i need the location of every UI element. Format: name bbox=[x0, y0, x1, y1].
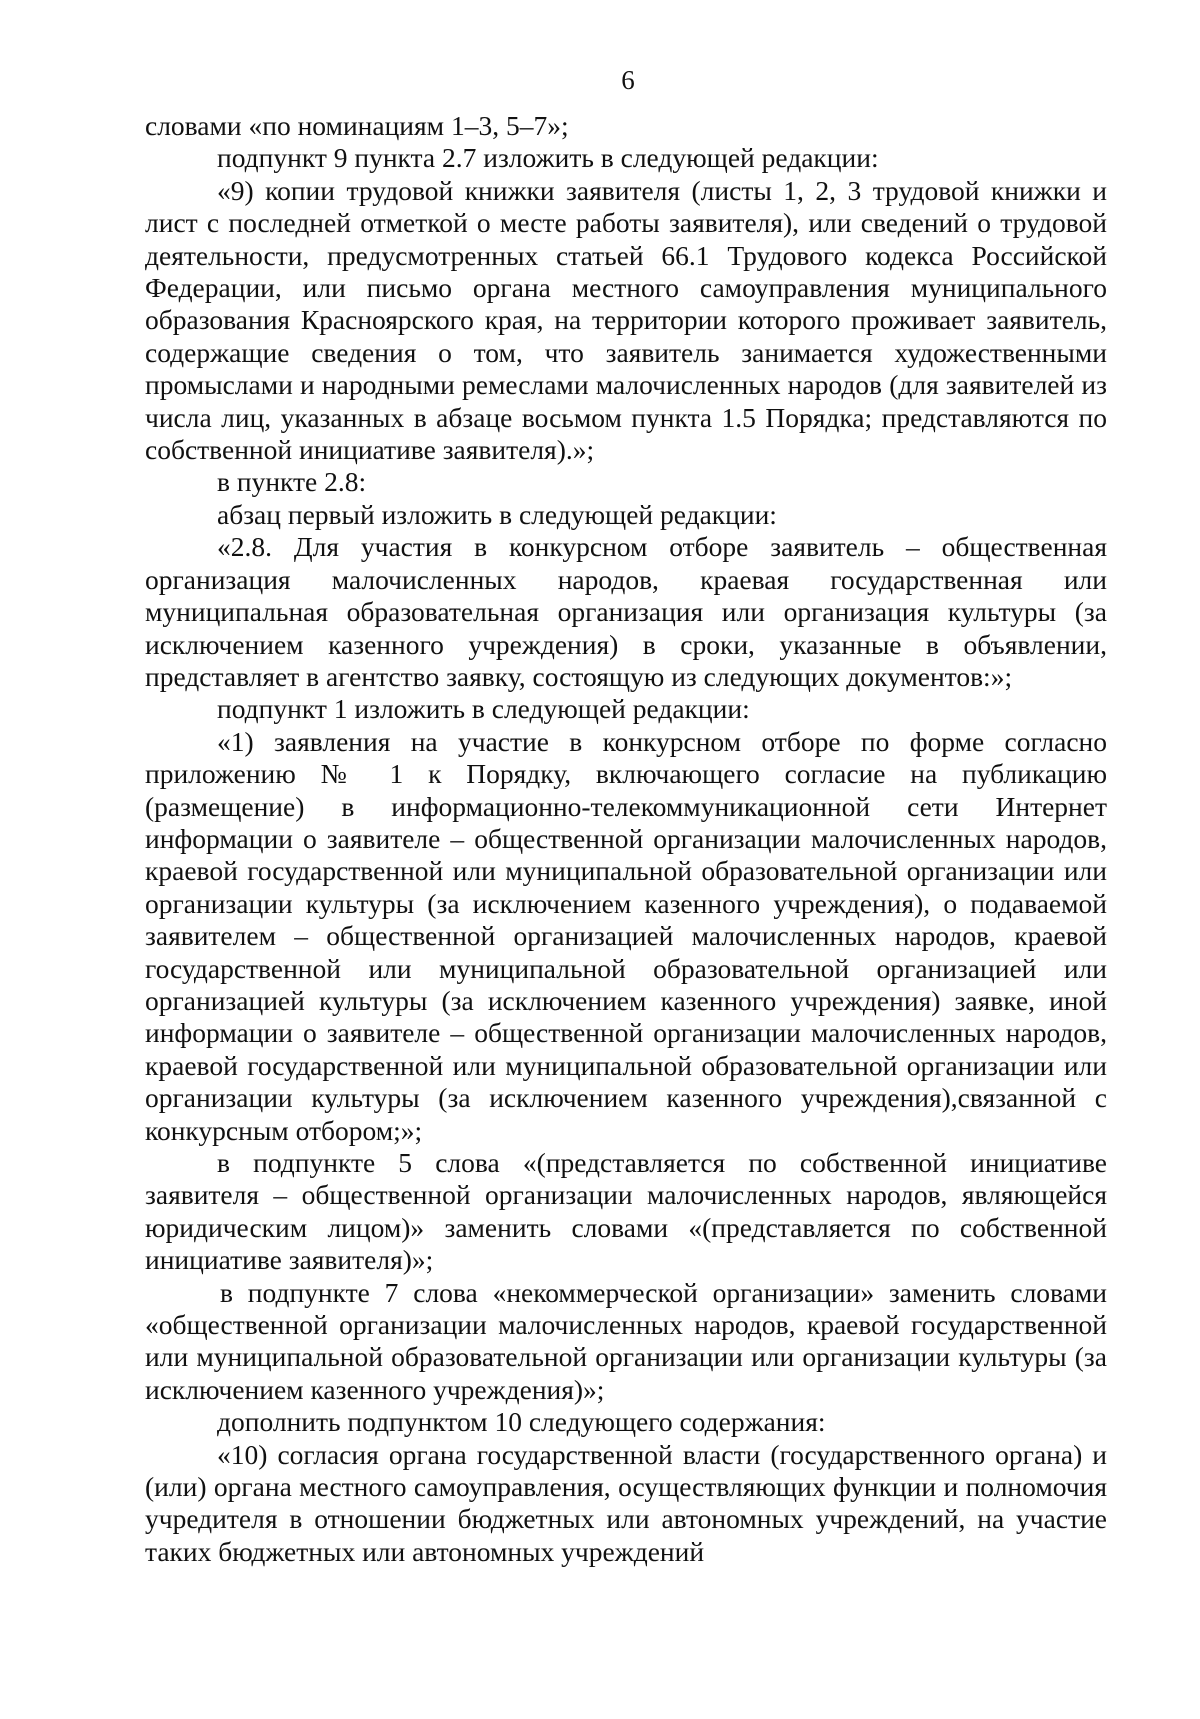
paragraph: «2.8. Для участия в конкурсном отборе заявитель – общественная организация малочисленных народов, краевая государственная или муниципальная образовательная организация или организация культуры (за исключением казенного учреждения) в сроки, указанные в объявлении, представляет в агентство заявку, состоящую из следующих документов:»; bbox=[145, 531, 1107, 692]
paragraph: дополнить подпунктом 10 следующего содержания: bbox=[217, 1406, 826, 1438]
page-number: 6 bbox=[621, 65, 635, 95]
paragraph: в подпункте 7 слова «некоммерческой организации» заменить словами «общественной организации малочисленных народов, краевой государственной или муниципальной образовательной организации или организации культуры (за исключением казенного учреждения)»; bbox=[145, 1276, 1107, 1405]
paragraph: словами «по номинациям 1–3, 5–7»; bbox=[145, 110, 569, 141]
paragraph: «10) согласия органа государственной власти (государственного органа) и (или) органа местного самоуправления, осуществляющих функции и полномочия учредителя в отношении бюджетных или автономных учреждений, на участие таких бюджетных или автономных учреждений bbox=[145, 1438, 1107, 1567]
paragraph: подпункт 1 изложить в следующей редакции: bbox=[217, 693, 750, 725]
paragraph: в подпункте 5 слова «(представляется по собственной инициативе заявителя – общественной организации малочисленных народов, являющейся юридическим лицом)» заменить словами «(представляется по собственной инициативе заявителя)»; bbox=[145, 1147, 1107, 1276]
paragraph: абзац первый изложить в следующей редакции: bbox=[217, 498, 777, 530]
paragraph: подпункт 9 пункта 2.7 изложить в следующей редакции: bbox=[217, 142, 879, 174]
paragraph: «1) заявления на участие в конкурсном отборе по форме согласно приложению № 1 к Порядку, включающего согласие на публикацию (размещение) в информационно-телекоммуникационной сети Интернет информации о заявителе – общественной организации малочисленных народов, краевой государственной или муниципальной образовательной организации или организации культуры (за исключением казенного учреждения), о подаваемой заявителем – общественной организацией малочисленных народов, краевой государственной или муниципальной образовательной организацией или организацией культуры (за исключением казенного учреждения) заявке, иной информации о заявителе – общественной организации малочисленных народов, краевой государственной или муниципальной образовательной организации или организации культуры (за исключением казенного учреждения),связанной с конкурсным отбором;»; bbox=[145, 725, 1107, 1146]
document-body bbox=[145, 110, 1107, 1568]
paragraph: в пункте 2.8: bbox=[217, 466, 367, 498]
paragraph: «9) копии трудовой книжки заявителя (листы 1, 2, 3 трудовой книжки и лист с последней отметкой о месте работы заявителя), или сведений о трудовой деятельности, предусмотренных статьей 66.1 Трудового кодекса Российской Федерации, или письмо органа местного самоуправления муниципального образования Красноярского края, на территории которого проживает заявитель, содержащие сведения о том, что заявитель занимается художественными промыслами и народными ремеслами малочисленных народов (для заявителей из числа лиц, указанных в абзаце восьмом пункта 1.5 Порядка; представляются по собственной инициативе заявителя).»; bbox=[145, 174, 1107, 466]
